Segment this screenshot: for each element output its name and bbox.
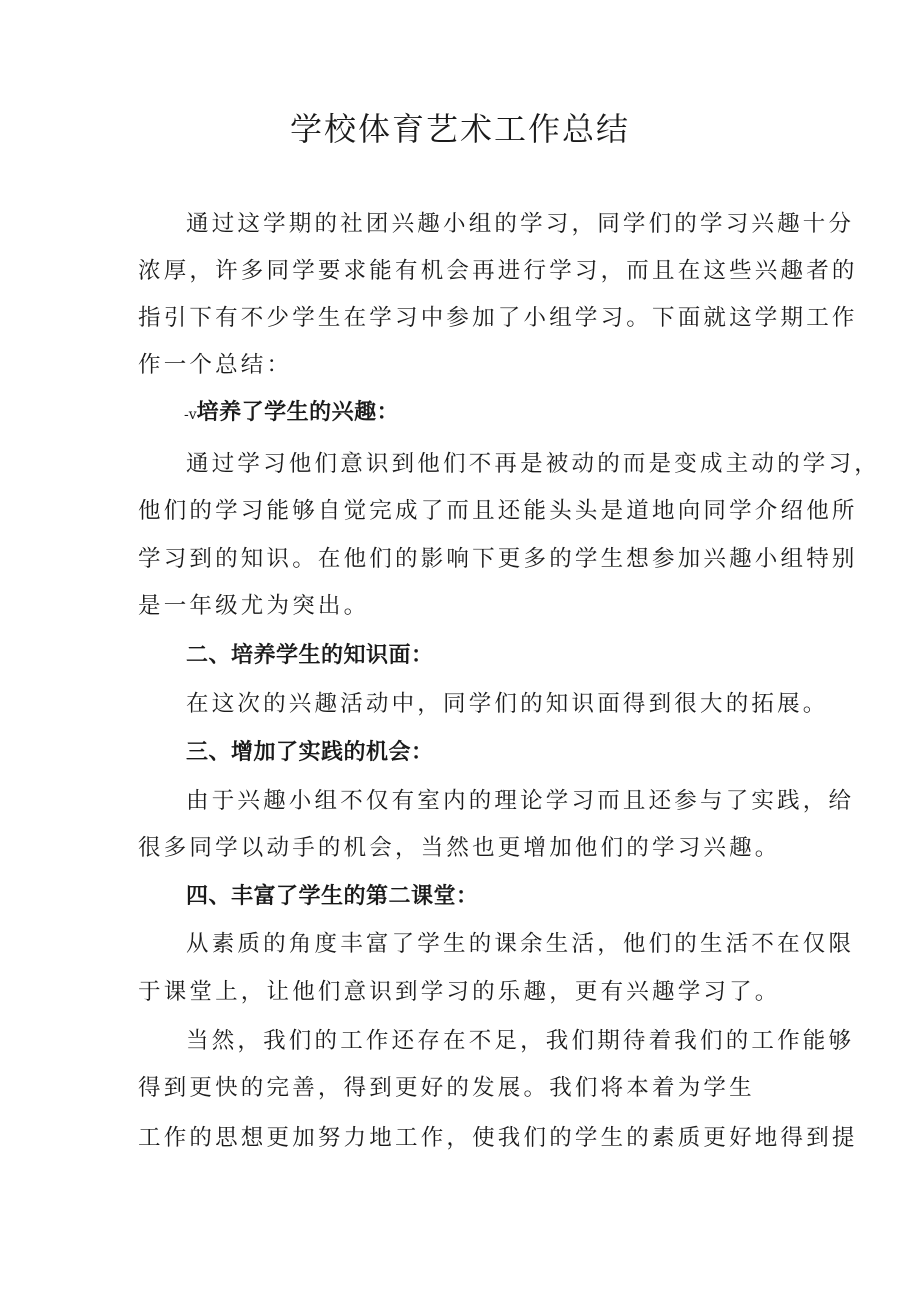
intro-line: 浓厚，许多同学要求能有机会再进行学习，而且在这些兴趣者的 xyxy=(138,258,858,284)
document-title: 学校体育艺术工作总结 xyxy=(289,110,630,148)
paragraph-line: 于课堂上，让他们意识到学习的乐趣，更有兴趣学习了。 xyxy=(138,979,781,1005)
section-heading-2: 二、培养学生的知识面： xyxy=(186,643,434,668)
paragraph-line: 他们的学习能够自觉完成了而且还能头头是道地向同学介绍他所 xyxy=(138,498,858,524)
closing-line: 工作的思想更加努力地工作，使我们的学生的素质更好地得到提 xyxy=(138,1125,858,1151)
paragraph-line: 从素质的角度丰富了学生的课余生活，他们的生活不在仅限 xyxy=(186,931,855,957)
paragraph-line: 很多同学以动手的机会，当然也更增加他们的学习兴趣。 xyxy=(138,835,781,861)
closing-line: 当然，我们的工作还存在不足，我们期待着我们的工作能够 xyxy=(186,1028,855,1054)
section-prefix-mark: -v xyxy=(184,407,197,423)
paragraph-line: 由于兴趣小组不仅有室内的理论学习而且还参与了实践，给 xyxy=(186,788,855,814)
paragraph-line: 在这次的兴趣活动中，同学们的知识面得到很大的拓展。 xyxy=(186,691,829,717)
paragraph-line: 学习到的知识。在他们的影响下更多的学生想参加兴趣小组特别 xyxy=(138,546,858,572)
intro-line: 作一个总结： xyxy=(138,352,293,378)
paragraph-line: 通过学习他们意识到他们不再是被动的而是变成主动的学习， xyxy=(186,451,880,477)
closing-line: 得到更快的完善，得到更好的发展。我们将本着为学生 xyxy=(138,1075,755,1101)
section-heading-1 xyxy=(184,393,399,433)
paragraph-line: 是一年级尤为突出。 xyxy=(138,593,370,619)
intro-line: 指引下有不少学生在学习中参加了小组学习。下面就这学期工作 xyxy=(138,305,858,331)
section-heading-3: 三、增加了实践的机会： xyxy=(186,740,434,765)
section-heading-text: 培养了学生的兴趣： xyxy=(196,400,400,425)
intro-line: 通过这学期的社团兴趣小组的学习，同学们的学习兴趣十分 xyxy=(186,211,855,237)
section-heading-4: 四、丰富了学生的第二课堂： xyxy=(186,884,479,909)
